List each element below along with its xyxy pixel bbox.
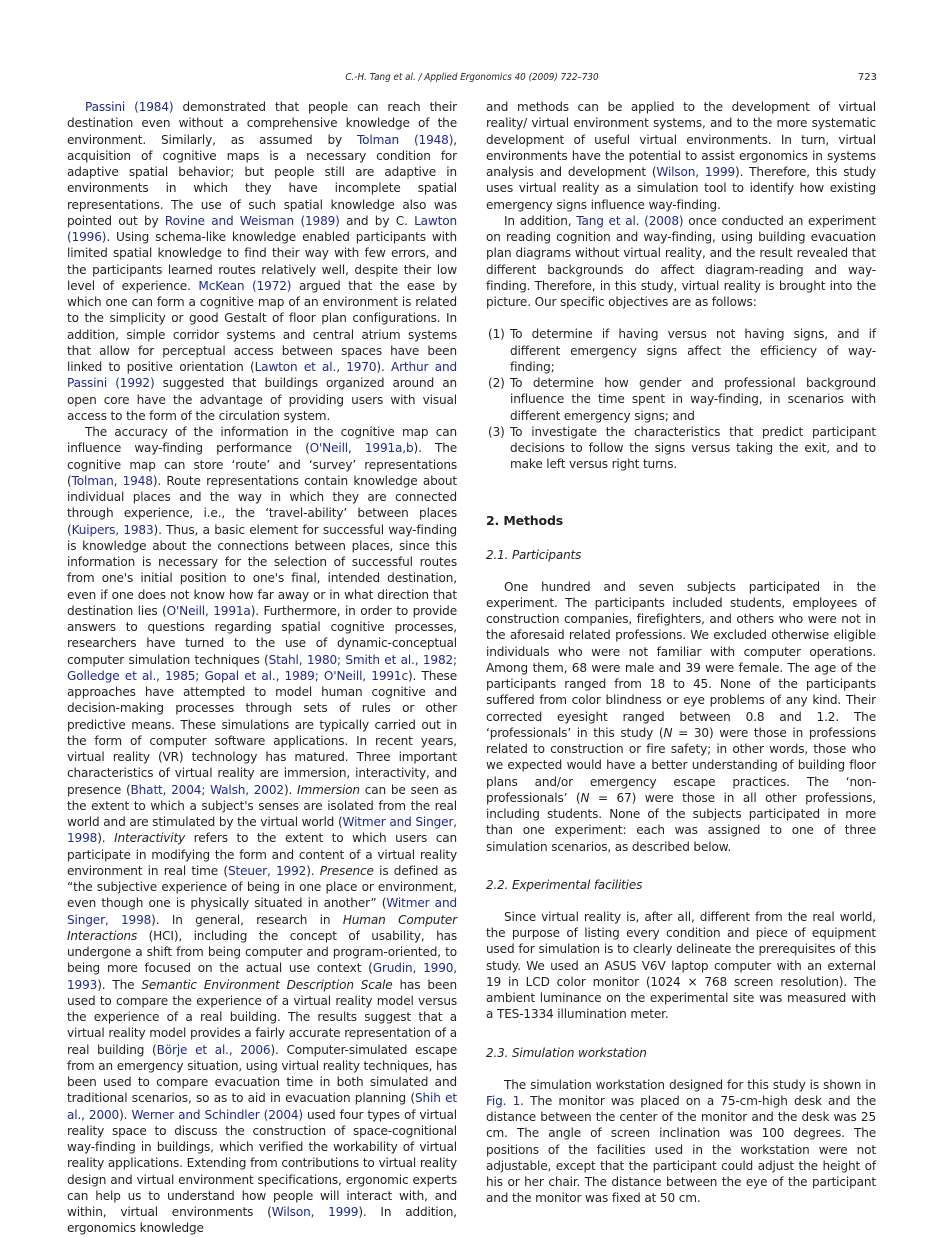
paragraph-text: can be seen as the extent to which a subject's senses are isolated from the real world and are stimulated by the virtual world ( (67, 782, 457, 829)
paragraph-text: ). Computer-simulated escape from an emergency situation, using virtual reality techniques, has been used to compare evacuation time in both simulated and traditional scenarios, so as to aid in evacuation planning ( (67, 1042, 457, 1106)
paragraph-text: ). (119, 1107, 132, 1122)
citation-link[interactable]: Lawton (1996) (67, 213, 458, 244)
paragraph-text: ). In addition, ergonomics knowledge (67, 1205, 457, 1236)
body-paragraph (67, 99, 457, 424)
objective-item (486, 424, 876, 473)
citation-link[interactable]: Rovine and Weisman (1989) (164, 213, 340, 228)
objective-number: (2) (488, 376, 505, 390)
citation-link[interactable]: Fig. 1 (486, 1093, 521, 1108)
paragraph-text: argued that the ease by which one can form a cognitive map of an environment is related to the simplicity or good Gestalt of floor plan configurations. In addition, simple corridor systems and central atrium systems that allow for perceptual access between spaces have been linked to positive orientation ( (67, 278, 457, 374)
left-column (67, 99, 457, 1237)
running-header (67, 72, 877, 88)
objectives-list (486, 326, 876, 472)
paragraph-text: In addition, (504, 213, 577, 228)
citation-link[interactable]: Stahl, 1980; Smith et al., 1982; Golledge et al., 1985; Gopal et al., 1989; O'Neill, 1991c (67, 652, 457, 683)
paragraph-text: ). (306, 863, 320, 878)
body-paragraph (486, 909, 876, 1023)
paragraph-text: ). In general, research in (151, 912, 343, 927)
citation-link[interactable]: Steuer, 1992 (227, 863, 307, 878)
paragraph-text: Since virtual reality is, after all, different from the real world, the purpose of listing every condition and piece of equipment used for simulation is to clearly delineate the prerequisites of this study. We used an ASUS V6V laptop computer with an external 19 in LCD color monitor (1024 × 768 screen resolution). The ambient luminance on the experimental site was measured with a TES-1334 illumination meter. (486, 909, 876, 1022)
citation-link[interactable]: Tolman, 1948 (71, 473, 153, 488)
emphasized-term: Immersion (297, 782, 360, 797)
journal-citation: C.-H. Tang et al. / Applied Ergonomics 40 (2009) 722–730 (345, 72, 599, 83)
paragraph-text: . The monitor was placed on a 75-cm-high desk and the distance between the center of the monitor and the desk was 25 cm. The angle of screen inclination was 100 degrees. The positions of the facilities used in the workstation were not adjustable, except that the participant could adjust the height of his or her chair. The distance between the eye of the participant and the monitor was fixed at 50 cm. (486, 1093, 876, 1206)
paragraph-text: ). Therefore, this study uses virtual reality as a simulation tool to identify how existing emergency signs influence way-finding. (486, 165, 876, 212)
section-heading-methods: 2. Methods (486, 512, 564, 528)
paragraph-text: demonstrated that people can reach their destination even without a comprehensive knowledge of the environment. Similarly, as assumed by (67, 100, 457, 147)
paragraph-text: ). Furthermore, in order to provide answers to questions regarding spatial cognitive processes, researchers have turned to the use of dynamic-conceptual computer simulation techniques ( (67, 603, 457, 667)
paragraph-text: ). The cognitive map can store ‘route’ and ‘survey’ representations ( (67, 441, 457, 488)
citation-link[interactable]: McKean (1972) (198, 278, 292, 293)
body-paragraph (486, 213, 876, 311)
emphasized-term: Interactivity (114, 831, 186, 846)
citation-link[interactable]: Witmer and Singer, 1998 (67, 896, 457, 927)
paragraph-text: One hundred and seven subjects participated in the experiment. The participants included students, employees of construction companies, firefighters, and others who were not in the aforesaid related professions. We excluded otherwise eligible individuals who were not familiar with computer operations. Among them, 68 were male and 39 were female. The age of the participants ranged from 18 to 45. None of the participants suffered from color blindness or eye problems of any kind. Their corrected eyesight ranged between 0.8 and 1.2. The ‘professionals’ in this study ( (486, 579, 876, 740)
objective-item (486, 326, 876, 375)
subsection-heading-participants: 2.1. Participants (486, 547, 582, 562)
paragraph-text: ). (283, 782, 298, 797)
emphasized-term: N (580, 790, 590, 805)
subsection-heading-workstation: 2.3. Simulation workstation (486, 1045, 647, 1060)
emphasized-term: Presence (319, 863, 374, 878)
paragraph-text: suggested that buildings organized around an open core have the advantage of providing users with visual access to the form of the circulation system. (67, 376, 458, 423)
citation-link[interactable]: Witmer and Singer, 1998 (67, 815, 457, 846)
objective-item (486, 375, 876, 424)
citation-link[interactable]: Arthur and Passini (1992) (67, 360, 457, 391)
paragraph-text: (HCI), including the concept of usability, has undergone a shift from being computer and program-oriented, to being more focused on the actual use context ( (67, 928, 457, 976)
paragraph-text: ). (97, 831, 115, 846)
citation-link[interactable]: Börje et al., 2006 (156, 1042, 271, 1057)
page-number: 723 (857, 72, 877, 83)
body-paragraph (486, 99, 876, 213)
paragraph-text: and by C. (339, 213, 415, 228)
citation-link[interactable]: Werner and Schindler (2004) (131, 1107, 303, 1122)
paragraph-text: . Using schema-like knowledge enabled participants with limited spatial knowledge to find their way with few errors, and the participants learned routes relatively well, despite their low level of experience. (67, 230, 457, 293)
paragraph-text: and methods can be applied to the development of virtual reality/ virtual environment systems, and to the more systematic development of useful virtual environments. In turn, virtual environments have the potential to assist ergonomics in systems analysis and development ( (486, 100, 876, 179)
citation-link[interactable]: Tolman (1948) (357, 132, 454, 147)
citation-link[interactable]: O'Neill, 1991a (166, 603, 251, 618)
paragraph-text: ). Thus, a basic element for successful way-finding is knowledge about the connections between places, since this information is necessary for the selection of successful routes from one's initial position to one's final, intended destination, even if one does not know how far away or in what direction that destination lies ( (67, 522, 457, 618)
paragraph-text: ). Route representations contain knowledge about individual places and the way in which they are connected through experience, i.e., the ‘travel-ability’ between places ( (67, 473, 457, 537)
objective-text: To determine how gender and professional background influence the time spent in way-finding, in scenarios with different emergency signs; and (510, 376, 876, 423)
body-paragraph (486, 1077, 876, 1207)
body-paragraph (486, 579, 876, 855)
emphasized-term: N (663, 725, 673, 740)
paragraph-text: once conducted an experiment on reading cognition and way-finding, using building evacuation plan diagrams without virtual reality, and the result revealed that different backgrounds do affect diagram-reading and way-finding. Therefore, in this study, virtual reality is brought into the picture. Our specific objectives are as follows: (486, 213, 876, 309)
paragraph-text: ). (376, 360, 391, 374)
paragraph-text: used four types of virtual reality space to discuss the construction of space-cognitional way-finding in buildings, which verified the workability of virtual reality applications. Extending from contributions to virtual reality design and virtual environment specifications, ergonomic experts can help us to understand how people will interact with, and within, virtual environments ( (67, 1107, 457, 1219)
paragraph-text: The simulation workstation designed for this study is shown in (504, 1077, 876, 1092)
paragraph-text: ). The (97, 977, 142, 992)
emphasized-term: Human Computer Interactions (67, 912, 457, 943)
citation-link[interactable]: Kuipers, 1983 (71, 522, 154, 537)
paragraph-text: = 67) were those in all other professions, including students. None of the subjects participated in more than one experiment: each was assigned to one of three simulation scenarios, as described below. (486, 790, 876, 854)
paragraph-text: The accuracy of the information in the cognitive map can influence way-finding performance ( (67, 425, 457, 456)
objective-text: To determine if having versus not having signs, and if different emergency signs affect the efficiency of way-finding; (510, 327, 876, 374)
citation-link[interactable]: Shih et al., 2000 (67, 1091, 457, 1122)
citation-link[interactable]: Bhatt, 2004; Walsh, 2002 (130, 782, 284, 797)
paragraph-text: is defined as “the subjective experience of being in one place or environment, even though one is physically situated in another” ( (67, 863, 457, 911)
citation-link[interactable]: O'Neill, 1991a,b (309, 441, 414, 456)
paragraph-text: = 30) were those in professions related to construction or fire safety; in other words, those who we expected would have a better understanding of building floor plans and/or emergency escape practices. The ‘non-professionals’ ( (486, 725, 876, 805)
paragraph-text: has been used to compare the experience of a virtual reality model versus the experience of a real building. The results suggest that a virtual reality model provides a fairly accurate representation of a real building ( (67, 977, 457, 1057)
citation-link[interactable]: Wilson, 1999 (271, 1205, 359, 1219)
emphasized-term: Semantic Environment Description Scale (141, 977, 393, 992)
citation-link[interactable]: Grudin, 1990, 1993 (67, 961, 457, 992)
objective-text: To investigate the characteristics that predict participant decisions to follow the signs versus taking the exit, and to make left versus right turns. (510, 424, 876, 472)
objective-number: (1) (488, 327, 505, 342)
paragraph-text: , acquisition of cognitive maps is a necessary condition for adaptive spatial behavior; but people still are adaptive in environments in which they have incomplete spatial representations. The use of such spatial knowledge also was pointed out by (67, 132, 457, 228)
body-paragraph (67, 424, 457, 1237)
citation-link[interactable]: Passini (1984) (85, 100, 174, 114)
subsection-heading-facilities: 2.2. Experimental facilities (486, 877, 643, 892)
paragraph-text: refers to the extent to which users can participate in modifying the form and content of a virtual reality environment in real time ( (67, 831, 457, 878)
citation-link[interactable]: Tang et al. (2008) (576, 213, 684, 228)
paragraph-text: ). These approaches have attempted to model human cognitive and decision-making processes through sets of rules or other predictive means. These simulations are typically carried out in the form of computer software applications. In recent years, virtual reality (VR) technology has matured. Three important characteristics of virtual reality are immersion, interactivity, and presence ( (67, 668, 457, 797)
citation-link[interactable]: Lawton et al., 1970 (254, 360, 377, 374)
citation-link[interactable]: Wilson, 1999 (656, 165, 736, 179)
objective-number: (3) (488, 424, 505, 439)
right-column (486, 99, 876, 1207)
